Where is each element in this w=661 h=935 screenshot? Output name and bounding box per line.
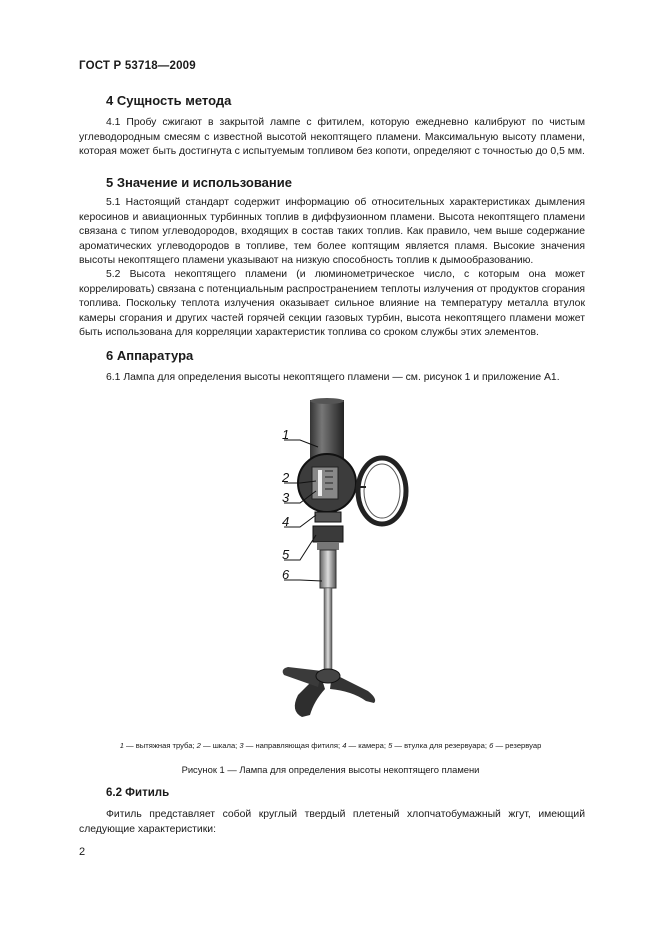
paragraph-5-1: 5.1 Настоящий стандарт содержит информацию об относительных характеристиках дымления керосинов и авиационных турбинных топлив в диффузионном пламени. Высота некоптящего пламени связана с типом углеводородов, входящих в состав таких топлив. Как правило, чем выше содержание ароматических углеводородов в топливе, тем более коптящим является пламя. Высокие значения высоты некоптящего пламени указывают на низкую способность топлив к дымообразованию. xyxy=(79,197,585,267)
paragraph-4-1: 4.1 Пробу сжигают в закрытой лампе с фитилем, которую ежедневно калибруют по чистым углеводородным смесям с известной высотой некоптящего пламени. Максимальную высоту пламени, которая может быть достигнута с испытуемым топливом без копоти, определяют с точностью до 0,5 мм. xyxy=(79,117,585,158)
section-heading-4: 4 Сущность метода xyxy=(106,93,232,108)
legend-num: 2 xyxy=(196,741,201,750)
legend-text: — резервуар xyxy=(493,741,542,750)
figure-label-1: 1 xyxy=(282,427,290,442)
figure-label-4: 4 xyxy=(282,514,290,529)
figure-label-3: 3 xyxy=(282,490,290,505)
legend-text: — направляющая фитиля; xyxy=(243,741,343,750)
legend-text: — втулка для резервуара; xyxy=(392,741,490,750)
legend-num: 5 xyxy=(388,741,393,750)
page-number: 2 xyxy=(79,846,86,858)
legend-num: 6 xyxy=(489,741,494,750)
section-heading-5: 5 Значение и использование xyxy=(106,175,292,190)
figure-legend xyxy=(0,741,661,750)
figure-label-5: 5 xyxy=(282,547,290,562)
subsection-heading-6-2: 6.2 Фитиль xyxy=(106,787,170,799)
figure-label-2: 2 xyxy=(282,470,290,485)
legend-text: — камера; xyxy=(346,741,389,750)
paragraph-5-2: 5.2 Высота некоптящего пламени (и люминометрическое число, с которым она может коррелировать) связана с потенциальным распространением теплоты излучения от продуктов сгорания топлива. Поскольку теплота излучения оказывает сильное влияние на температуру металла втулок камеры сгорания и других частей горячей секции газовых турбин, высота некоптящего пламени может быть использована для корреляции характеристик топлива со сроком службы этих элементов. xyxy=(79,269,585,339)
chimney-tube xyxy=(310,400,344,460)
legend-text: — шкала; xyxy=(200,741,240,750)
legend-num: 3 xyxy=(239,741,244,750)
section-heading-6: 6 Аппаратура xyxy=(106,348,194,363)
figure-caption: Рисунок 1 — Лампа для определения высоты некоптящего пламени xyxy=(181,764,480,775)
reservoir-bushing xyxy=(313,526,343,542)
paragraph-6-2: Фитиль представляет собой круглый твердый плетеный хлопчатобумажный жгут, имеющий следующие характеристики: xyxy=(79,809,585,835)
legend-num: 4 xyxy=(342,741,347,750)
reservoir xyxy=(320,550,336,588)
document-id-header: ГОСТ Р 53718—2009 xyxy=(79,60,196,72)
legend-num: 1 xyxy=(119,741,124,750)
smoke-point-lamp-figure xyxy=(270,395,430,735)
paragraph-6-1: 6.1 Лампа для определения высоты некоптящего пламени — см. рисунок 1 и приложение А1. xyxy=(106,372,560,383)
legend-text: — вытяжная труба; xyxy=(123,741,197,750)
figure-label-6: 6 xyxy=(282,567,290,582)
